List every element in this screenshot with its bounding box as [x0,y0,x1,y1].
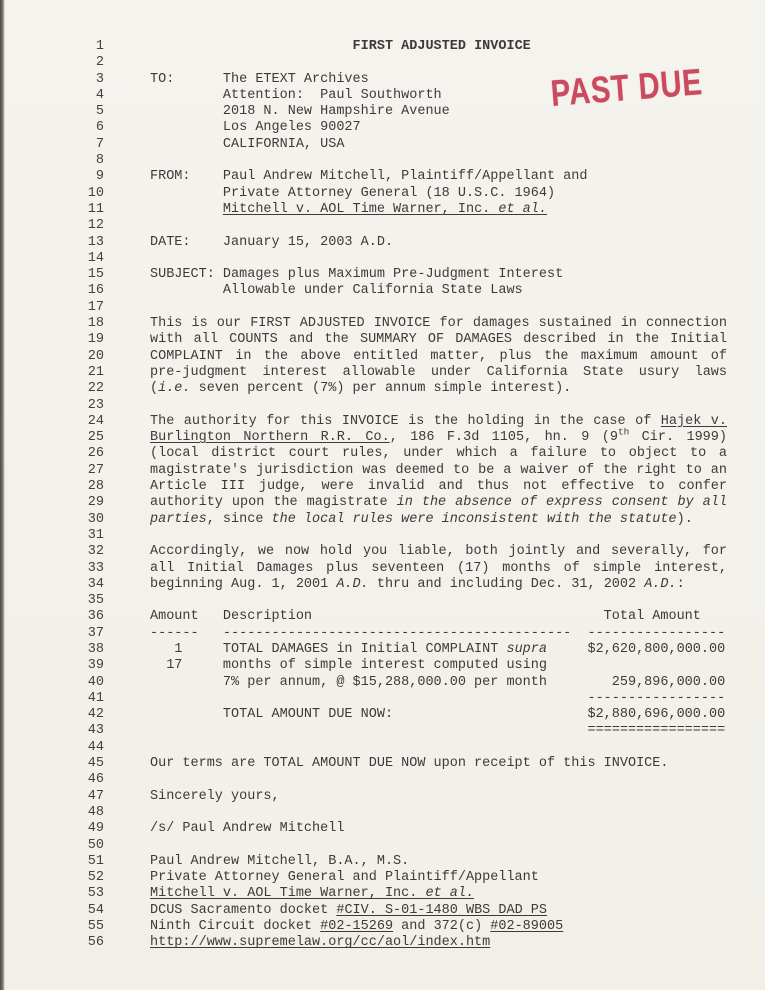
line-number: 28 [87,479,104,495]
document-line [0,235,765,251]
line-number: 7 [95,136,104,152]
line-number: 35 [87,593,104,609]
document-line [0,251,765,267]
document-line [0,120,765,136]
line-number: 44 [87,739,104,755]
document-line [0,479,765,495]
line-number: 45 [87,756,104,772]
line-content: The authority for this INVOICE is the holding in the case of Hajek v. [150,413,727,429]
line-content: Article III judge, were invalid and thus not effective to confer [150,479,727,495]
line-number: 47 [87,788,104,804]
line-content: 2018 N. New Hampshire Avenue [150,104,450,120]
line-number: 41 [87,690,104,706]
line-number: 33 [87,560,104,576]
line-number: 23 [87,397,104,413]
line-content: DATE: January 15, 2003 A.D. [150,234,394,250]
line-number: 48 [87,804,104,820]
line-content: Allowable under California State Laws [150,283,523,299]
document-line [0,202,765,218]
line-content: Sincerely yours, [150,788,280,804]
line-number: 55 [87,919,104,935]
document-line [0,300,765,316]
line-number: 21 [87,364,104,380]
line-number: 2 [95,55,104,71]
line-content: beginning Aug. 1, 2001 A.D. thru and including Dec. 31, 2002 A.D.: [150,576,685,592]
line-content: Mitchell v. AOL Time Warner, Inc. et al. [222,201,547,217]
line-content: Private Attorney General and Plaintiff/Appellant [150,870,539,886]
line-number: 8 [95,153,104,169]
line-number: 54 [87,902,104,918]
line-number: 31 [87,527,104,543]
line-number: 46 [87,772,104,788]
line-number: 18 [87,316,104,332]
document-line [0,903,765,919]
line-number: 14 [87,250,104,266]
document-line [0,267,765,283]
line-number: 32 [87,544,104,560]
line-number: 52 [87,870,104,886]
line-number: 43 [87,723,104,739]
line-number: 38 [87,641,104,657]
line-number: 36 [87,609,104,625]
line-content: authority upon the magistrate in the absence of express consent by all [150,495,727,511]
document-line [0,186,765,202]
line-number: 56 [87,935,104,951]
line-number: 50 [87,837,104,853]
line-content: COMPLAINT in the above entitled matter, plus the maximum amount of [150,348,727,364]
document-line [0,169,765,185]
document-line [0,528,765,544]
line-content: magistrate's jurisdiction was deemed to be a waiver of the right to an [150,462,727,478]
document-line [0,332,765,348]
line-number: 16 [87,283,104,299]
line-content: Our terms are TOTAL AMOUNT DUE NOW upon receipt of this INVOICE. [150,756,669,772]
document-line [0,463,765,479]
line-content: 1 TOTAL DAMAGES in Initial COMPLAINT supra $2,620,800,000.00 [150,641,726,657]
line-number: 49 [87,821,104,837]
line-content: Burlington Northern R.R. Co., 186 F.3d 1105, hn. 9 (9th Cir. 1999) [150,426,727,446]
line-number: 17 [87,299,104,315]
line-content: ================= [150,723,726,739]
document-line [0,495,765,511]
document-line [0,886,765,902]
line-content: parties, since the local rules were inconsistent with the statute). [150,511,693,527]
line-number: 5 [95,104,104,120]
document-line [0,39,765,55]
line-number: 10 [87,185,104,201]
document-line [0,593,765,609]
document-line [0,426,765,446]
document-line [0,642,765,658]
document-line [0,577,765,593]
line-content: 17 months of simple interest computed using [150,658,547,674]
line-number: 29 [87,495,104,511]
line-number: 40 [87,674,104,690]
document-line [0,707,765,723]
line-content: 7% per annum, @ $15,288,000.00 per month 259,896,000.00 [150,674,726,690]
document-line [0,756,765,772]
line-number: 4 [95,87,104,103]
line-content: (local district court rules, under which a failure to object to a [150,446,727,462]
line-number: 25 [87,430,104,446]
line-number: 3 [95,71,104,87]
document-line [0,512,765,528]
line-content: /s/ Paul Andrew Mitchell [150,821,345,837]
line-content: (i.e. seven percent (7%) per annum simple interest). [150,381,572,397]
line-number: 37 [87,625,104,641]
line-number: 27 [87,462,104,478]
line-content: FIRST ADJUSTED INVOICE [352,39,531,54]
line-content: Ninth Circuit docket #02-15269 and 372(c) #02-89005 [150,919,564,935]
document-line [0,789,765,805]
document-line [0,854,765,870]
line-number: 26 [87,446,104,462]
document-line [0,544,765,560]
line-number: 6 [95,120,104,136]
line-number: 11 [87,201,104,217]
line-number: 53 [87,886,104,902]
past-due-stamp: PAST DUE [549,61,705,114]
line-number: 15 [87,267,104,283]
document-line [0,626,765,642]
document-line [0,675,765,691]
document-line [0,316,765,332]
document-line [0,609,765,625]
document-line [0,561,765,577]
line-content: TO: The ETEXT Archives [150,71,369,87]
line-number: 13 [87,234,104,250]
line-content: Attention: Paul Southworth [150,87,442,103]
line-number: 9 [95,169,104,185]
line-content: Private Attorney General (18 U.S.C. 1964) [150,185,556,201]
document-line [0,414,765,430]
line-number: 42 [87,707,104,723]
document-line [0,153,765,169]
document-line [0,740,765,756]
document-line [0,283,765,299]
line-content: CALIFORNIA, USA [150,136,345,152]
document-line [0,658,765,674]
document-line [0,365,765,381]
line-number: 39 [87,658,104,674]
document-line [0,805,765,821]
line-content: Mitchell v. AOL Time Warner, Inc. et al. [150,886,475,902]
document-lines [0,39,765,952]
document-line [0,691,765,707]
line-number: 20 [87,348,104,364]
line-number: 24 [87,413,104,429]
document-line [0,398,765,414]
document-line [0,349,765,365]
document-line [0,218,765,234]
line-content: Paul Andrew Mitchell, B.A., M.S. [150,853,410,869]
line-content: ------ ------------------------------------------- ----------------- [150,625,726,641]
line-number: 19 [87,332,104,348]
line-number: 30 [87,511,104,527]
document-line [0,446,765,462]
line-content: Los Angeles 90027 [150,120,361,136]
line-content: FROM: Paul Andrew Mitchell, Plaintiff/Appellant and [150,169,588,185]
document-line [0,137,765,153]
line-content: all Initial Damages plus seventeen (17) months of simple interest, [150,560,727,576]
line-number: 12 [87,218,104,234]
document-line [0,104,765,120]
document-line [0,935,765,951]
document-line [0,723,765,739]
line-content: with all COUNTS and the SUMMARY OF DAMAGES described in the Initial [150,332,727,348]
line-content: SUBJECT: Damages plus Maximum Pre-Judgment Interest [150,267,564,283]
document-line [0,838,765,854]
document-line [0,870,765,886]
line-content: Amount Description Total Amount [150,609,701,625]
line-number: 51 [87,853,104,869]
line-content: http://www.supremelaw.org/cc/aol/index.htm [150,935,491,951]
line-content: Accordingly, we now hold you liable, both jointly and severally, for [150,544,727,560]
line-content: pre-judgment interest allowable under California State usury laws [150,364,727,380]
line-content: DCUS Sacramento docket #CIV. S-01-1480 WBS DAD PS [150,902,547,918]
line-number: 22 [87,381,104,397]
document-line [0,381,765,397]
line-number: 1 [95,39,104,54]
line-number: 34 [87,576,104,592]
document-line [0,772,765,788]
line-content: This is our FIRST ADJUSTED INVOICE for damages sustained in connection [150,316,727,332]
line-content: ----------------- [150,690,726,706]
document-line [0,821,765,837]
document-line [0,919,765,935]
line-content: TOTAL AMOUNT DUE NOW: $2,880,696,000.00 [150,707,726,723]
